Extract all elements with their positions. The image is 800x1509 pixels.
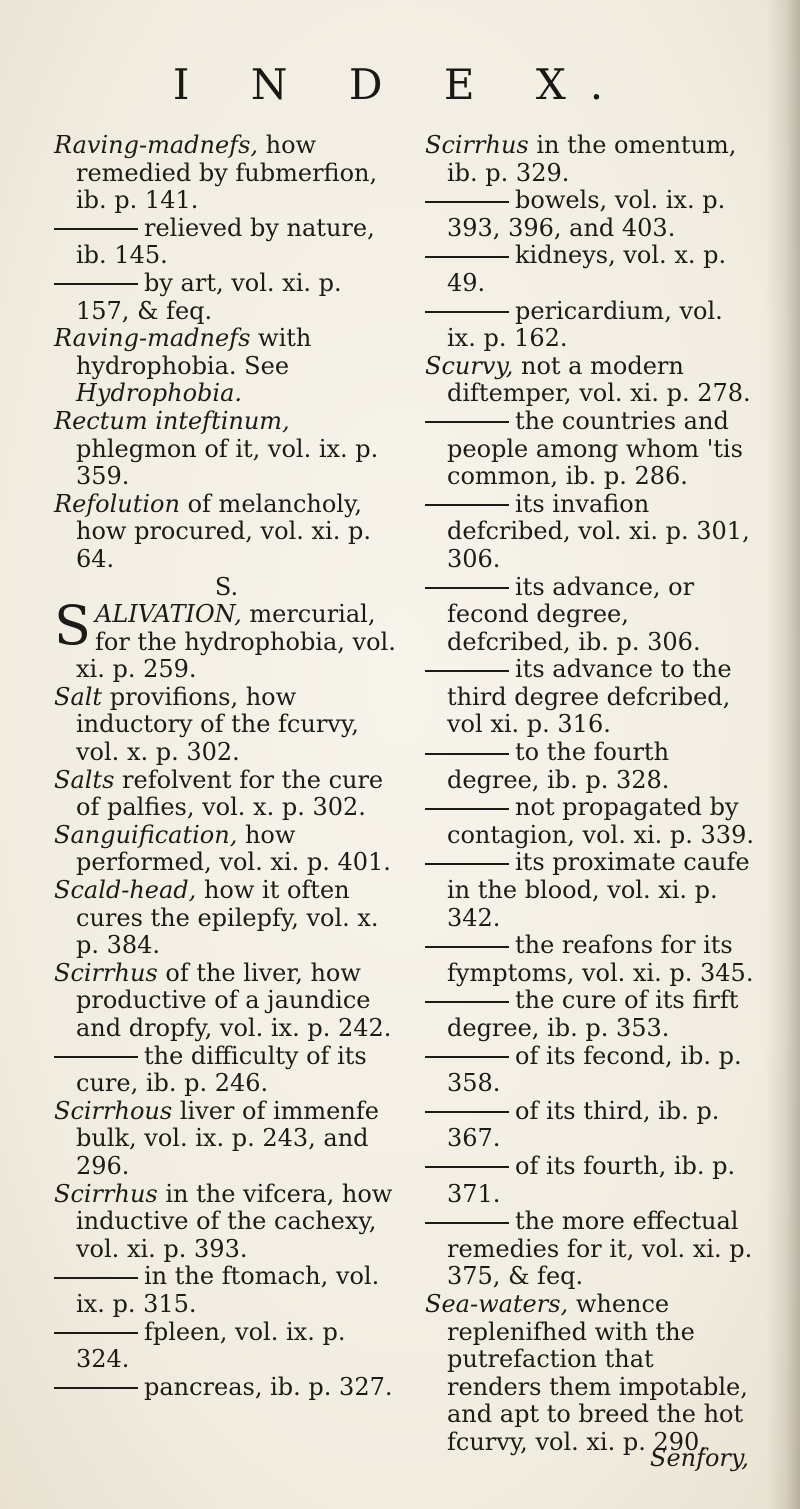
entry-headword: Scirrhous	[54, 1096, 173, 1125]
index-subentry	[425, 849, 755, 932]
index-subentry	[54, 1043, 399, 1098]
entry-headword: ALIVATION,	[95, 600, 242, 629]
entry-text: in the omentum, ib. p. 329.	[447, 131, 737, 187]
index-entry	[54, 767, 399, 822]
entry-text: the difficulty of its cure, ib. p. 246.	[76, 1041, 367, 1098]
ditto-rule	[425, 504, 509, 506]
ditto-rule	[425, 1001, 509, 1003]
entry-text: not a modern diftemper, vol. xi. p. 278.	[447, 351, 751, 408]
index-subentry	[425, 491, 755, 574]
right-column	[425, 132, 755, 1457]
index-subentry	[425, 1098, 755, 1153]
entry-headword: Salt	[54, 682, 103, 711]
index-subentry	[425, 1153, 755, 1208]
index-entry	[425, 132, 755, 187]
index-entry	[54, 822, 399, 877]
ditto-rule	[425, 256, 509, 258]
entry-text: of melancholy, how procured, vol. xi. p. 64.	[76, 489, 371, 573]
index-subentry	[425, 987, 755, 1042]
entry-text: of its third, ib. p. 367.	[447, 1096, 720, 1153]
entry-text: in the vifcera, how inductive of the cachexy, vol. xi. p. 393.	[76, 1179, 393, 1263]
page-edge-shadow	[766, 0, 800, 1509]
ditto-rule	[425, 753, 509, 755]
entry-text: provifions, how inductory of the fcurvy, vol. x. p. 302.	[76, 682, 359, 767]
entry-text: mercurial, for the hydrophobia, vol. xi. p. 259.	[76, 600, 396, 684]
index-subentry	[425, 1208, 755, 1291]
ditto-rule	[54, 228, 138, 230]
entry-headword: Sea-waters,	[425, 1289, 569, 1318]
index-entry	[54, 325, 399, 408]
index-subentry	[425, 739, 755, 794]
entry-headword: Scirrhus	[425, 131, 529, 159]
index-subentry	[425, 656, 755, 739]
ditto-rule	[54, 1056, 138, 1058]
index-entry	[54, 491, 399, 574]
entry-text: whence replenifhed with the putrefaction that renders them impotable, and apt to breed the hot fcurvy, vol. xi. p. 290.	[447, 1289, 748, 1456]
entry-text: refolvent for the cure of palfies, vol. x. p. 302.	[76, 765, 384, 822]
entry-headword: Scurvy,	[425, 351, 514, 380]
index-entry	[54, 594, 399, 684]
entry-text: the countries and people among whom 'tis common, ib. p. 286.	[447, 406, 743, 491]
entry-text: bowels, vol. ix. p. 393, 396, and 403.	[447, 186, 726, 242]
entry-text: of its fecond, ib. p. 358.	[447, 1041, 742, 1098]
index-entry	[54, 877, 399, 960]
index-subentry	[425, 574, 755, 657]
catchword: Senfory,	[650, 1444, 749, 1472]
ditto-rule	[425, 1222, 509, 1224]
ditto-rule	[54, 1387, 138, 1389]
entry-text: of its fourth, ib. p. 371.	[447, 1151, 736, 1208]
entry-text: the cure of its firft degree, ib. p. 353.	[447, 986, 739, 1042]
index-subentry	[425, 408, 755, 491]
entry-text: liver of immenfe bulk, vol. ix. p. 243, and 296.	[76, 1096, 379, 1180]
ditto-rule	[54, 1332, 138, 1334]
entry-text: kidneys, vol. x. p. 49.	[447, 241, 727, 297]
page-header: I N D E X.	[172, 60, 628, 109]
ditto-rule	[425, 863, 509, 865]
ditto-rule	[425, 1166, 509, 1168]
entry-text: its advance, or fecond degree, defcribed, ib. p. 306.	[447, 572, 701, 656]
index-subentry	[54, 1319, 399, 1374]
ditto-rule	[425, 1111, 509, 1113]
index-subentry	[425, 932, 755, 987]
entry-text: in the ftomach, vol. ix. p. 315.	[76, 1262, 380, 1318]
entry-text: the more effectual remedies for it, vol. xi. p. 375, & feq.	[447, 1207, 753, 1291]
entry-text: not propagated by contagion, vol. xi. p. 339.	[447, 793, 754, 849]
index-subentry	[54, 215, 399, 270]
entry-headword: Scirrhus	[54, 1179, 158, 1208]
left-column	[54, 132, 399, 1401]
entry-text: the reafons for its fymptoms, vol. xi. p. 345.	[447, 931, 754, 987]
entry-text: to the fourth degree, ib. p. 328.	[447, 738, 670, 794]
index-subentry	[425, 794, 755, 849]
entry-text: with hydrophobia. See	[76, 324, 312, 380]
drop-cap: S	[54, 594, 91, 658]
entry-headword: Scald-head,	[54, 876, 197, 905]
entry-headword: Sanguification,	[54, 820, 238, 849]
index-subentry	[54, 270, 399, 325]
ditto-rule	[425, 670, 509, 672]
index-entry	[54, 1181, 399, 1264]
entry-text: by art, vol. xi. p. 157, & feq.	[76, 268, 342, 325]
entry-headword: Rectum inteftinum,	[54, 406, 290, 435]
index-subentry	[54, 1374, 399, 1402]
index-entry	[54, 1098, 399, 1181]
ditto-rule	[425, 946, 509, 948]
entry-headword: Scirrhus	[54, 958, 158, 987]
ditto-rule	[425, 808, 509, 810]
section-letter: S.	[214, 572, 239, 601]
entry-crossref: Hydrophobia.	[76, 379, 243, 408]
ditto-rule	[425, 587, 509, 589]
ditto-rule	[425, 311, 509, 313]
ditto-rule	[54, 283, 138, 285]
entry-text: relieved by nature, ib. 145.	[76, 213, 375, 270]
index-entry	[425, 1291, 755, 1457]
entry-headword: Raving-madnefs,	[54, 131, 259, 159]
ditto-rule	[425, 201, 509, 203]
index-entry	[54, 684, 399, 767]
index-entry	[54, 132, 399, 215]
entry-text: how remedied by fubmerfion, ib. p. 141.	[76, 131, 378, 215]
entry-headword: Raving-madnefs	[54, 324, 251, 353]
entry-text: pancreas, ib. p. 327.	[144, 1372, 393, 1401]
index-subentry	[425, 242, 755, 297]
index-subentry	[54, 1263, 399, 1318]
entry-text: phlegmon of it, vol. ix. p. 359.	[76, 434, 379, 491]
index-entry	[54, 408, 399, 491]
entry-headword: Salts	[54, 765, 115, 794]
entry-text: its proximate caufe in the blood, vol. xi. p. 342.	[447, 848, 750, 932]
index-subentry	[425, 298, 755, 353]
index-subentry	[425, 1043, 755, 1098]
index-entry	[54, 960, 399, 1043]
entry-text: how it often cures the epilepfy, vol. x. p. 384.	[76, 876, 379, 960]
entry-text: pericardium, vol. ix. p. 162.	[447, 296, 723, 353]
entry-text: of the liver, how productive of a jaundice and dropfy, vol. ix. p. 242.	[76, 958, 392, 1042]
entry-text: how performed, vol. xi. p. 401.	[76, 820, 391, 877]
ditto-rule	[425, 1056, 509, 1058]
entry-text: its advance to the third degree defcribed, vol xi. p. 316.	[447, 655, 732, 739]
entry-text: its invafion defcribed, vol. xi. p. 301, 306.	[447, 489, 750, 573]
ditto-rule	[54, 1277, 138, 1279]
entry-text: fpleen, vol. ix. p. 324.	[76, 1317, 346, 1374]
entry-headword: Refolution	[54, 489, 180, 518]
ditto-rule	[425, 421, 509, 423]
index-subentry	[425, 187, 755, 242]
index-entry	[425, 353, 755, 408]
